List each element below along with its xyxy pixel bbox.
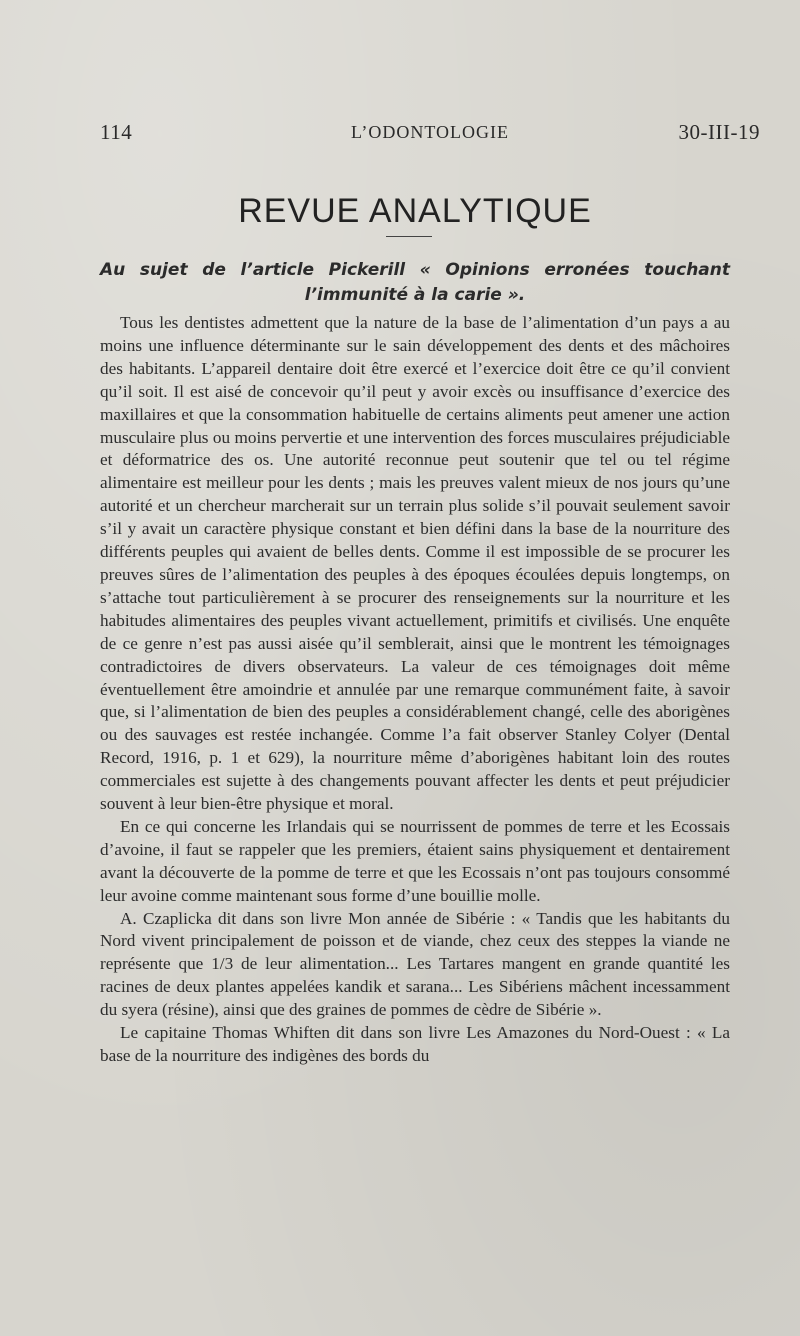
paragraph-1: Tous les dentistes admettent que la nature de la base de l’alimentation d’un pays a au moins une influence déterminante sur le sain développement des dents et des mâchoires des habitants. L’appareil dentaire doit être exercé et l’exercice doit être ce qu’il convient qu’il soit. Il est aisé de concevoir qu’il peut y avoir excès ou insuffisance d’exercice des maxillaires et que la consommation habituelle de certains aliments peut amener une action musculaire plus ou moins pervertie et une intervention des forces musculaires préjudiciable et déformatrice des os. Une autorité reconnue peut soutenir que tel ou tel régime alimentaire est meilleur pour les dents ; mais les preuves valent mieux de nos jours qu’une autorité et un chercheur marcherait sur un terrain plus solide s’il pouvait seulement savoir s’il y avait un caractère physique constant et bien défini dans la base de la nourriture des différents peuples qui avaient de belles dents. Comme il est impossible de se procurer les preuves sûres de l’alimentation des peuples à des époques écoulées depuis longtemps, on s’attache tout particulièrement à se procurer des renseignements sur la nourriture et les habitudes alimentaires des peuples vivant actuellement, primitifs et civilisés. Une enquête de ce genre n’est pas aussi aisée qu’il semblerait, ainsi que le montrent les témoignages contradictoires de divers observateurs. La valeur de ces témoignages doit même éventuellement être amoindrie et annulée par une remarque communément faite, à savoir que, si l’alimentation de bien des peuples a considérablement changé, celle des aborigènes ou des sauvages est restée inchangée. Comme l’a fait observer Stanley Colyer (Dental Record, 1916, p. 1 et 629), la nourriture même d’aborigènes habitant loin des routes commerciales est sujette à des changements pouvant affecter les dents et peut préjudicier souvent à leur bien-être physique et moral. (100, 313, 730, 814)
page-number: 114 (100, 120, 133, 144)
section-title: REVUE ANALYTIQUE (238, 192, 592, 230)
paragraph-4: Le capitaine Thomas Whiften dit dans son livre Les Amazones du Nord-Ouest : « La base de la nourriture des indigènes des bords du (100, 1023, 730, 1065)
running-header (100, 120, 760, 150)
article-body (100, 312, 730, 1068)
paragraph-2: En ce qui concerne les Irlandais qui se nourrissent de pommes de terre et les Ecossais d’avoine, il faut se rappeler que les premiers, étaient sains physiquement et dentairement avant la découverte de la pomme de terre et que les Ecossais n’ont pas toujours consommé leur avoine comme maintenant sous forme d’une bouillie molle. (100, 816, 730, 905)
paragraph-3: A. Czaplicka dit dans son livre Mon année de Sibérie : « Tandis que les habitants du Nord vivent principalement de poisson et de viande, chez ceux des steppes la viande ne représente que 1/3 de leur alimentation... Les Tartares mangent en grande quantité les racines de deux plantes appelées kandik et sarana... Les Sibériens mâchent incessamment du syera (résine), ainsi que des graines de pommes de cèdre de Sibérie ». (100, 908, 730, 1020)
article-title: Au sujet de l’article Pickerill « Opinions erronées touchant l’immunité à la carie ». (100, 260, 730, 305)
issue-date: 30-III-19 (678, 120, 760, 144)
journal-title: L’ODONTOLOGIE (351, 122, 509, 142)
title-rule (386, 236, 432, 237)
